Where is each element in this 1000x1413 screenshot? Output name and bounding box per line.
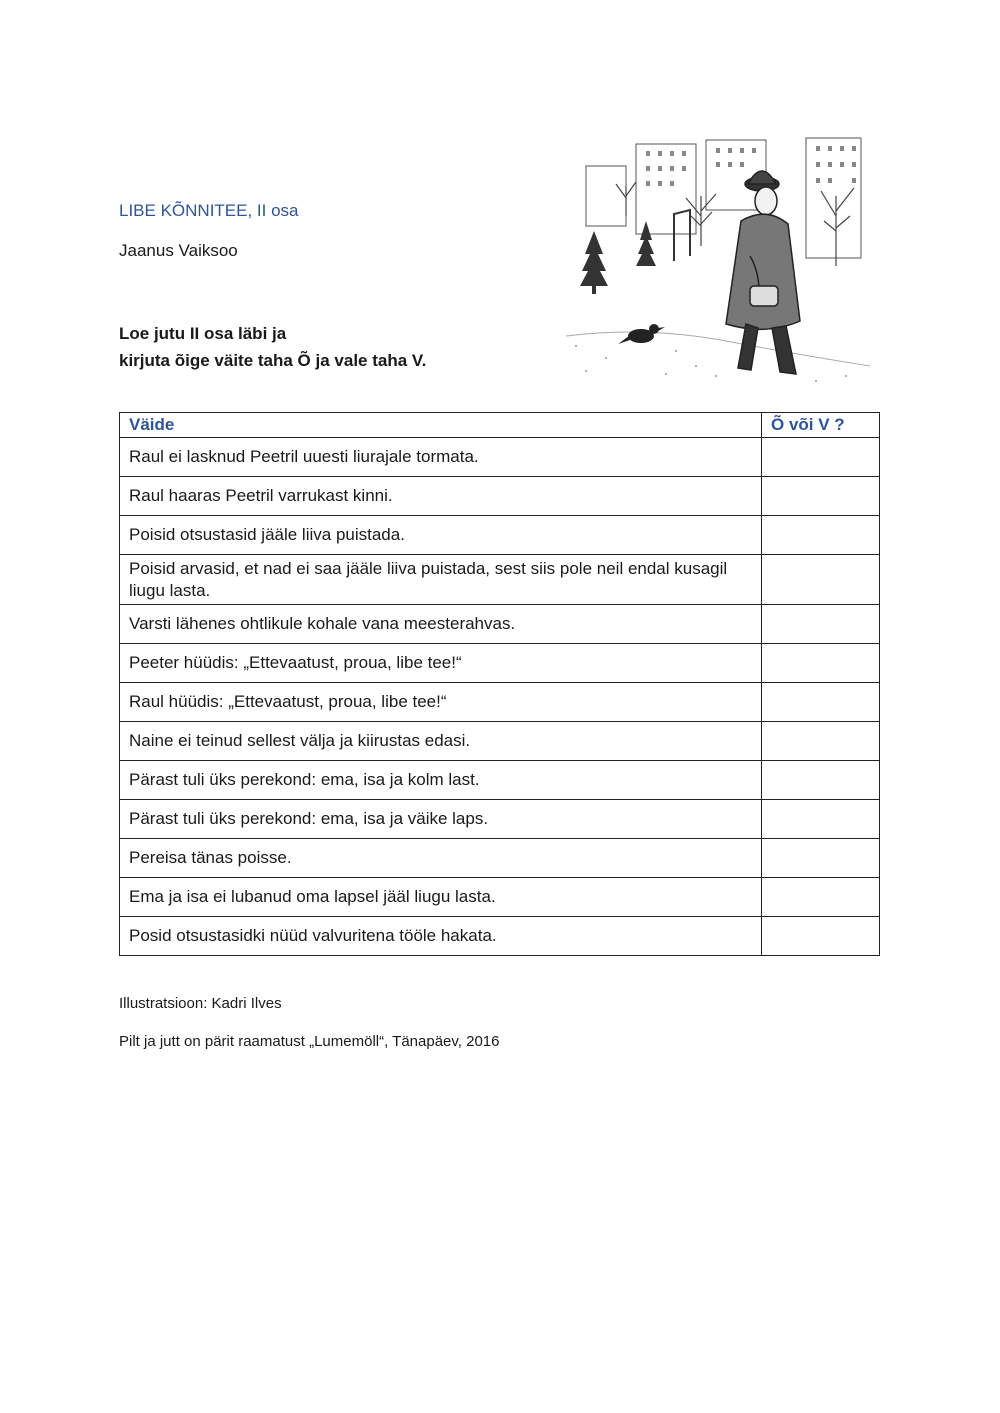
statement-cell: Posid otsustasidki nüüd valvuritena tööle hakata.: [120, 917, 762, 956]
statement-cell: Pärast tuli üks perekond: ema, isa ja väike laps.: [120, 800, 762, 839]
table-row: [120, 878, 880, 917]
header-statement: Väide: [120, 413, 762, 438]
document-author: Jaanus Vaiksoo: [119, 241, 238, 260]
source-note: Pilt ja jutt on pärit raamatust „Lumemöll“, Tänapäev, 2016: [119, 1033, 500, 1050]
statement-cell: Poisid arvasid, et nad ei saa jääle liiva puistada, sest siis pole neil endal kusagil liugu lasta.: [120, 555, 762, 605]
statement-cell: Raul ei lasknud Peetril uuesti liurajale tormata.: [120, 438, 762, 477]
table-row: [120, 605, 880, 644]
statement-cell: Varsti lähenes ohtlikule kohale vana meesterahvas.: [120, 605, 762, 644]
table-row: [120, 761, 880, 800]
instructions: [119, 320, 426, 374]
answer-cell[interactable]: [762, 605, 880, 644]
header-answer: Õ või V ?: [762, 413, 880, 438]
statement-cell: Pereisa tänas poisse.: [120, 839, 762, 878]
statement-cell: Naine ei teinud sellest välja ja kiirustas edasi.: [120, 722, 762, 761]
table-row: [120, 722, 880, 761]
answer-cell[interactable]: [762, 839, 880, 878]
winter-street-illustration: [566, 136, 870, 389]
table-row: [120, 477, 880, 516]
answer-cell[interactable]: [762, 761, 880, 800]
answer-cell[interactable]: [762, 878, 880, 917]
statement-cell: Pärast tuli üks perekond: ema, isa ja kolm last.: [120, 761, 762, 800]
answer-cell[interactable]: [762, 917, 880, 956]
table-row: [120, 516, 880, 555]
answer-cell[interactable]: [762, 555, 880, 605]
answer-cell[interactable]: [762, 800, 880, 839]
statement-cell: Raul hüüdis: „Ettevaatust, proua, libe tee!“: [120, 683, 762, 722]
answer-cell[interactable]: [762, 438, 880, 477]
table-row: [120, 839, 880, 878]
table-row: [120, 800, 880, 839]
statement-cell: Peeter hüüdis: „Ettevaatust, proua, libe tee!“: [120, 644, 762, 683]
instruction-line-2: kirjuta õige väite taha Õ ja vale taha V.: [119, 351, 427, 370]
answer-cell[interactable]: [762, 644, 880, 683]
illustration-credit: Illustratsioon: Kadri Ilves: [119, 995, 282, 1012]
statements-table: [119, 412, 880, 956]
answer-cell[interactable]: [762, 516, 880, 555]
document-title: LIBE KÕNNITEE, II osa: [119, 201, 299, 220]
statement-cell: Raul haaras Peetril varrukast kinni.: [120, 477, 762, 516]
answer-cell[interactable]: [762, 477, 880, 516]
answer-cell[interactable]: [762, 683, 880, 722]
table-header-row: [120, 413, 880, 438]
statement-cell: Ema ja isa ei lubanud oma lapsel jääl liugu lasta.: [120, 878, 762, 917]
table-row: [120, 555, 880, 605]
statement-cell: Poisid otsustasid jääle liiva puistada.: [120, 516, 762, 555]
table-row: [120, 683, 880, 722]
answer-cell[interactable]: [762, 722, 880, 761]
table-row: [120, 917, 880, 956]
table-row: [120, 644, 880, 683]
instruction-line-1: Loe jutu II osa läbi ja: [119, 324, 287, 343]
table-row: [120, 438, 880, 477]
